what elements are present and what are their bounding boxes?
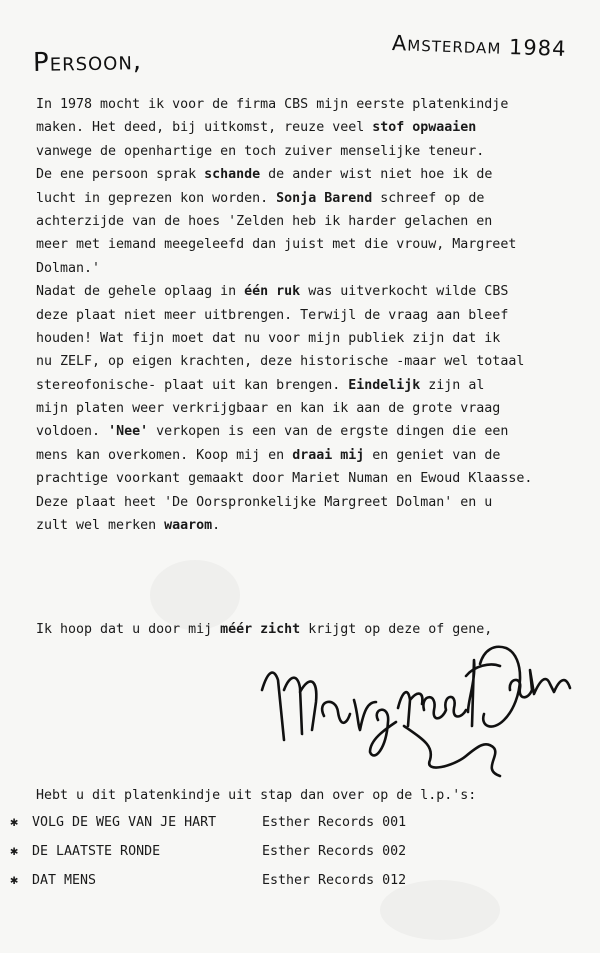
text-line [36,140,596,163]
handwritten-signature [254,630,574,780]
record-title: DE LAATSTE RONDE [32,844,161,859]
text-run: lucht in geprezen kon worden. [36,190,277,206]
record-entry-2 [10,844,570,859]
text-run: de ander wist niet hoe ik de [260,167,493,183]
text-run: zijn al [420,377,485,393]
text-run: De ene persoon sprak [36,167,205,183]
paper-stain [380,880,500,940]
text-line [36,233,596,256]
record-entry-1 [10,815,570,830]
emphasized-text: 'Nee' [108,424,149,440]
text-run: Ik hoop dat u door mij [36,622,221,637]
letter-body [36,93,596,537]
text-run: prachtige voorkant gemaakt door Mariet Numan en Ewoud Klaasse. [36,471,533,487]
text-run: stereofonische- plaat uit kan brengen. [36,377,349,393]
text-run: krijgt op deze of gene, [300,622,493,637]
text-line [36,93,596,116]
emphasized-text: Eindelijk [348,377,421,393]
paragraph [36,93,596,280]
text-run: In 1978 mocht ik voor de firma CBS mijn eerste platenkindje [36,97,509,112]
text-line [36,280,596,303]
text-run: Nadat de gehele oplaag in [36,284,245,300]
text-run: mijn platen weer verkrijgbaar en kan ik aan de grote vraag [36,401,501,417]
salutation: Persoon, [32,46,143,78]
text-line [36,514,596,537]
text-run: achterzijde van de hoes 'Zelden heb ik harder gelachen en [36,213,493,229]
text-run: schreef op de [372,190,485,206]
text-line [36,491,596,514]
bullet-star-icon: ✱ [10,815,19,830]
text-run: nu ZELF, op eigen krachten, deze historische -maar wel totaal [36,354,525,370]
emphasized-text: schande [204,167,261,183]
emphasized-text: Sonja Barend [276,190,373,206]
emphasized-text: één ruk [244,284,301,300]
text-line [36,420,596,443]
record-title: VOLG DE WEG VAN JE HART [32,815,217,830]
text-run: was uitverkocht wilde CBS [300,284,509,300]
record-title: DAT MENS [32,873,97,888]
emphasized-text: draai mij [292,447,365,463]
text-run: zult wel merken [36,518,165,534]
text-run: en geniet van de [364,447,501,463]
text-line [36,350,596,373]
emphasized-text: méér zicht [220,622,301,637]
text-line [36,187,596,210]
text-run: Deze plaat heet 'De Oorspronkelijke Margreet Dolman' en u [36,494,493,510]
text-run: maken. Het deed, bij uitkomst, reuze veel [36,120,373,136]
text-line [36,304,596,327]
record-label: Esther Records 001 [262,815,407,830]
record-label: Esther Records 002 [262,844,407,859]
text-line [36,163,596,186]
text-line [36,397,596,420]
paragraph [36,280,596,537]
record-label: Esther Records 012 [262,873,407,888]
paper-stain [150,560,240,630]
text-line [36,257,596,280]
records-intro: Hebt u dit platenkindje uit stap dan over op de l.p.'s: [36,788,477,803]
text-run: meer met iemand meegeleefd dan juist met die vrouw, Margreet [36,237,517,253]
bullet-star-icon: ✱ [10,844,19,859]
text-line [36,467,596,490]
text-run: vanwege de openhartige en toch zuiver menselijke teneur. [36,143,485,159]
text-run: verkopen is een van de ergste dingen die een [148,424,509,440]
text-run: Dolman.' [36,260,101,276]
text-line [36,327,596,350]
text-run: . [212,518,221,534]
text-run: houden! Wat fijn moet dat nu voor mijn publiek zijn dat ik [36,330,501,346]
emphasized-text: waarom [164,518,213,534]
place-date: Amsterdam 1984 [391,30,567,62]
text-line [36,210,596,233]
text-run: mens kan overkomen. Koop mij en [36,447,293,463]
text-line [36,116,596,139]
text-line [36,444,596,467]
text-run: voldoen. [36,424,109,440]
text-run: deze plaat niet meer uitbrengen. Terwijl de vraag aan bleef [36,307,509,323]
text-line [36,374,596,397]
emphasized-text: stof opwaaien [372,120,477,136]
bullet-star-icon: ✱ [10,873,19,888]
record-entry-3 [10,873,570,888]
